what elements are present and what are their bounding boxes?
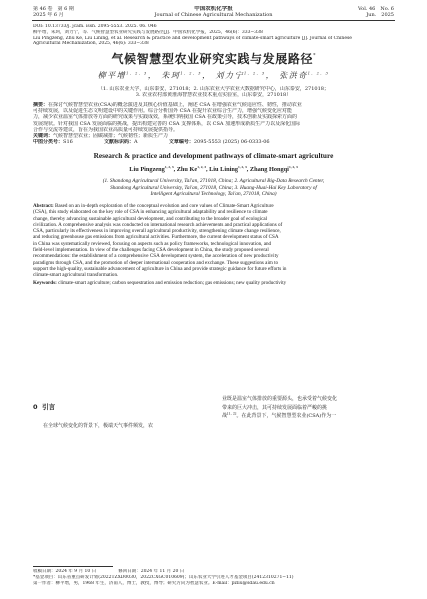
author-en-4-sup: 1, 2, 3 [288,164,298,169]
revised-date: 修回日期：2024 年 11 月 20 日 [118,569,185,574]
first-author-note: 第一作者：柳平增，男，1968 年生，济南人，博士，教授，博导；研究方向为智慧农业。E-mail：pzliu@sdau.edu.cn [33,580,275,586]
author-en-3-sup: 1, 2, 3 [238,164,247,169]
abstract-cn-line: 在探讨气候智慧型农业(CSA)的概念演进及其核心价值基础上，阐述 CSA 在增强农业气候适应性、韧性，推动农业 [48,102,302,108]
doc-code-value: A [134,139,138,146]
keywords-cn-text: 气候智慧型农业；固碳减排；气候韧性；新质生产力 [53,133,169,140]
fund-note: *基金项目：山东省重点研发计划(2022TZXD0030，2022CXGC010609)；山东农业大学引进人才基金项目(2412310271−11) [33,574,294,580]
abstract-en-line: in China was systematically reviewed, focusing on aspects such as policy frameworks, technological innovation, and [33,240,272,247]
clc-label: 中图分类号： [33,139,64,146]
abstract-cn-line: 力，减少农业温室气体排放等方面的研究成果与实践成效，系统归纳我国 CSA 在政策引导，技术创新及实践探索方面的 [33,114,298,121]
body-left-line: 在全球气候变化的背景下，极端天气事件频发，农 [43,423,154,429]
citation-block [33,24,394,47]
header-date-en: Jun. 2025 [366,12,394,18]
body-right-line: 带来的巨大冲击，其可持续发展面临着严峻的挑 [222,404,328,411]
author-cn-2-sup: 1, 2, 3 [180,71,202,76]
header-date-cn: 2025 年 6 月 [33,12,64,18]
body-right-column [222,395,392,421]
author-cn-3-sup: 1, 2, 3 [244,71,266,76]
author-cn-4: 张洪奇 [279,71,308,80]
body-right-line: 业既是温室气体排放的重要源头，也承受着气候变化 [222,396,338,402]
footnotes [33,569,394,586]
affil-en-2: Shandong Agricultural University, Tai'an, 271018, China; 3. Huang-Huai-Hai Key Laboratory of [110,184,317,191]
abstract-en-line: (CSA), this study elaborated on the key role of CSA in enhancing agricultural adaptability and resilience to climate [33,209,268,216]
section-heading [33,402,55,411]
header-volume-en: Vol. 46 No. 6 [358,6,394,12]
abstract-cn-label: 摘要： [33,102,49,108]
section-title: 引言 [42,403,56,411]
abstract-en [33,203,394,286]
author-en-3: Liu Lining [209,166,238,173]
abstract-en-line: change, thereby advancing sustainable agricultural development, and contributing to the broader goal of ecological [33,215,268,222]
abstract-cn [33,102,394,145]
abstract-cn-line: 发展现状。针对我国 CSA 发展面临的挑战，提出构建完善的 CSA 支撑体系，以 CSA 加速形成新质生产力以及深化国际 [33,120,301,127]
received-date: 收稿日期：2024 年 9 月 10 日 [33,569,97,574]
article-no-value: 2095-5553 (2025) 06-0333-06 [193,139,270,146]
keywords-cn-label: 关键词： [33,133,54,140]
authors-en: Liu Pingzeng$^{1, 2, 3}$, Zhu Ke$^{1, 2, 3}$, Liu Lining$^{1, 2, 3}$, Zhang Hongqi$^{1, 2, 3}$ [129,164,298,173]
title-en: Research & practice and development pathways of climate-smart agriculture [93,151,334,160]
title-cn-mark: * [313,52,316,59]
author-cn-1-sup: 1, 2, 3 [126,71,148,76]
citation-en-1: Liu Pingzeng, Zhu Ke, Liu Lining, et al. Research & practice and development pathways of climate-smart agriculture [J]. Journal of Chinese [33,35,352,41]
title-cn-wrap [0,48,427,67]
header-volume-cn: 第 46 卷 第 6 期 [33,6,74,12]
abstract-en-line: civilization. A comprehensive analysis was conducted on international research achievements and practical applications of [33,221,283,228]
abstract-en-line: recommendations: the establishment of a comprehensive CSA development system, the acceleration of new productivity [33,253,279,260]
body-right-line: 战[1, 2]。在此背景下，气候智慧型农业(CSA)作为一 [222,412,337,420]
footnote-rule [33,566,113,567]
author-en-2-sup: 1, 2, 3 [197,164,206,169]
section-number: 0 [33,403,38,411]
author-en-2: Zhu Ke [176,166,198,173]
author-en-1-sup: 1, 2, 3 [164,164,174,169]
header-right [358,6,394,18]
doc-code-label: 文献标识码： [104,139,135,146]
author-cn-4-sup: 1, 2, 3 [307,71,330,76]
affiliations-en [0,178,427,198]
article-no-label: 文章编号： [168,139,194,146]
affil-en-3: Intelligent Agricultural Technology, Tai'an, 271018, China) [150,191,277,198]
header-rule [32,20,395,21]
abstract-en-line: CSA, particularly its effectiveness in improving overall agricultural productivity, strengthening climate change resilience, [33,228,281,235]
clc-value: S16 [63,139,73,146]
abstract-cn-line: 合作与交流等建议，旨在为我国农业高质量可持续发展提供指导。 [33,126,179,133]
affil-cn-1: （1. 山东农业大学，山东泰安，271018；2. 山东农业大学农业大数据研究中心，山东泰安，271018； [98,86,329,92]
body-left-column [33,422,203,430]
journal-name-en: Journal of Chinese Agricultural Mechanization [154,12,273,18]
citation-cn: 柳平增，朱珂，刘力宁，等．气候智慧型农业研究实践与发展路径[J]．中国农机化学报，2025，46(6)：333−338 [33,29,263,35]
abstract-cn-line: 可持续发展，以及促进生态文明建设中的关键作用。综合分析国外 CSA 在提升农业综合生产力，增强气候变化应对能 [33,108,293,115]
abstract-en-line: field-level implementation. In view of the challenges facing CSA development in China, the study proposed several [33,247,269,254]
keywords-en-label: Keywords: [33,279,57,286]
citation-ref: [1, 2] [227,412,237,416]
authors-cn: 柳平增$^{1, 2, 3}$， 朱珂$^{1, 2, 3}$， 刘力宁$^{1, 2, 3}$， 张洪奇$^{1, 2, 3}$ [97,71,330,80]
author-cn-3: 刘力宁 [215,71,245,80]
abstract-en-line: support the high-quality, sustainable advancement of agriculture in China and provide strategic guidance for future efforts in [33,265,287,272]
affil-en-1: (1. Shandong Agricultural University, Tai'an, 271018, China; 2. Agricultural Big-Data Research Center, [102,178,325,184]
abstract-en-line: and reducing greenhouse gas emissions from agricultural activities. Furthermore, the current development status of CSA [33,234,279,241]
author-en-4: Zhang Hongqi [249,166,289,173]
abstract-en-line: paradigms through CSA, and the promotion of deeper international cooperation and exchange. These suggestions aim to [33,259,279,266]
affil-cn-2: 3. 农业农村部黄淮海智慧农业技术重点实验室，山东泰安，271018） [135,92,292,99]
journal-name-cn: 中国农机化学报 [194,6,233,12]
classification-cn [33,139,394,145]
keywords-en-text: climate-smart agriculture; carbon sequestration and emission reduction; gas emissions; new quality productivity [58,279,287,286]
affiliations-cn [0,86,427,98]
author-en-1: Liu Pingzeng [129,166,165,173]
abstract-en-label: Abstract: [33,203,54,209]
author-cn-2: 朱珂 [161,71,181,80]
abstract-en-line: climate-smart agricultural transformation. [33,272,119,279]
title-cn: 气候智慧型农业研究实践与发展路径 [111,52,314,66]
citation-en-2: Agricultural Mechanization, 2025, 46(6): 333−338 [33,41,149,47]
doi-line: DOI: 10.13733/j. jcam. issn. 2095-5553. 2025. 06. 046 [33,24,157,29]
author-cn-1: 柳平增 [97,71,127,80]
abstract-en-line: Based on an in-depth exploration of the conceptual evolution and core values of Climate-Smart Agriculture [54,203,274,209]
